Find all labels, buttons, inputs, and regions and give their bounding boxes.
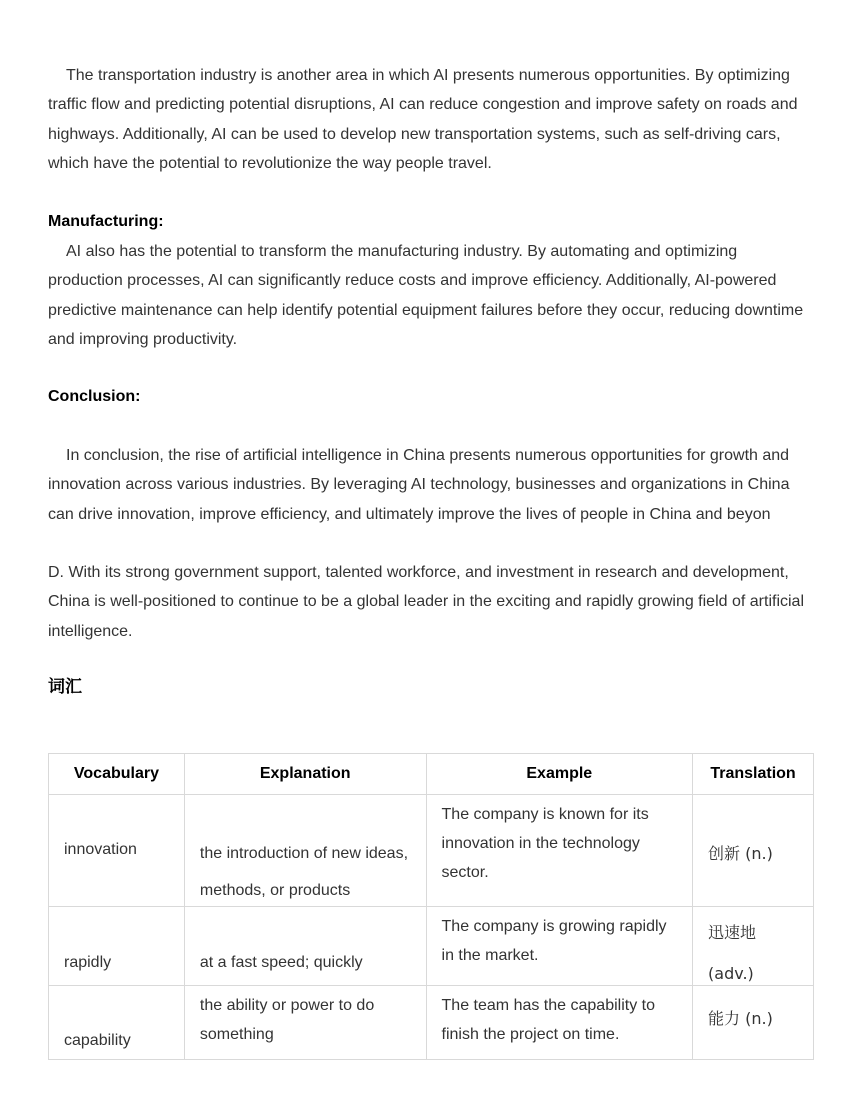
conclusion-paragraph: [48, 441, 808, 529]
example-text: The company is growing rapidly in the market.: [441, 918, 667, 964]
transportation-paragraph: [48, 61, 808, 178]
vocabulary-word: rapidly: [64, 954, 112, 971]
explanation-cell: [184, 907, 426, 986]
column-header-example: Example: [426, 754, 693, 795]
translation-cell: [693, 986, 814, 1060]
vocabulary-heading: 词汇: [48, 677, 82, 697]
table-row: [49, 795, 814, 907]
translation-text: 迅速地 (adv.): [708, 923, 757, 983]
conclusion-paragraph-continued-text: D. With its strong government support, talented workforce, and investment in research and development, China is well-positioned to continue to be a global leader in the exciting and rapidly growing field of artificial intelligence.: [48, 564, 804, 640]
conclusion-paragraph-continued: [48, 558, 808, 646]
translation-cell: [693, 795, 814, 907]
vocabulary-word: capability: [64, 1032, 131, 1049]
vocabulary-table: [48, 753, 814, 1060]
example-cell: [426, 795, 693, 907]
column-header-translation: Translation: [693, 754, 814, 795]
manufacturing-paragraph-text: AI also has the potential to transform the manufacturing industry. By automating and optimizing production processes, AI can significantly reduce costs and improve efficiency. Additionally, AI-powered predictive maintenance can help identify potential equipment failures before they occur, reducing downtime and improving productivity.: [48, 243, 804, 348]
table-row: [49, 986, 814, 1060]
column-header-explanation: Explanation: [184, 754, 426, 795]
explanation-cell: [184, 795, 426, 907]
explanation-text: at a fast speed; quickly: [199, 954, 363, 971]
vocabulary-cell: [49, 986, 185, 1060]
explanation-cell: [184, 986, 426, 1060]
vocabulary-cell: [49, 907, 185, 986]
translation-text: 能力 (n.): [708, 1009, 773, 1028]
conclusion-paragraph-text: In conclusion, the rise of artificial intelligence in China presents numerous opportunities for growth and innovation across various industries. By leveraging AI technology, businesses and organizations in China can drive innovation, improve efficiency, and ultimately improve the lives of people in China and beyon: [48, 447, 790, 523]
vocabulary-word: innovation: [64, 841, 137, 858]
explanation-text: the introduction of new ideas, methods, or products: [199, 845, 409, 899]
example-text: The team has the capability to finish the project on time.: [441, 997, 655, 1043]
transportation-paragraph-text: The transportation industry is another area in which AI presents numerous opportunities. By optimizing traffic flow and predicting potential disruptions, AI can reduce congestion and improve safety on roads and highways. Additionally, AI can be used to develop new transportation systems, such as self-driving cars, which have the potential to revolutionize the way people travel.: [48, 67, 798, 172]
example-cell: [426, 907, 693, 986]
explanation-text: the ability or power to do something: [199, 997, 375, 1043]
manufacturing-heading: Manufacturing:: [48, 213, 164, 230]
table-row: [49, 907, 814, 986]
table-header-row: [49, 754, 814, 795]
translation-cell: [693, 907, 814, 986]
translation-text: 创新 (n.): [708, 844, 773, 863]
conclusion-heading: Conclusion:: [48, 388, 141, 405]
vocabulary-cell: [49, 795, 185, 907]
example-text: The company is known for its innovation in the technology sector.: [441, 806, 649, 881]
example-cell: [426, 986, 693, 1060]
column-header-vocabulary: Vocabulary: [49, 754, 185, 795]
manufacturing-paragraph: [48, 237, 808, 354]
